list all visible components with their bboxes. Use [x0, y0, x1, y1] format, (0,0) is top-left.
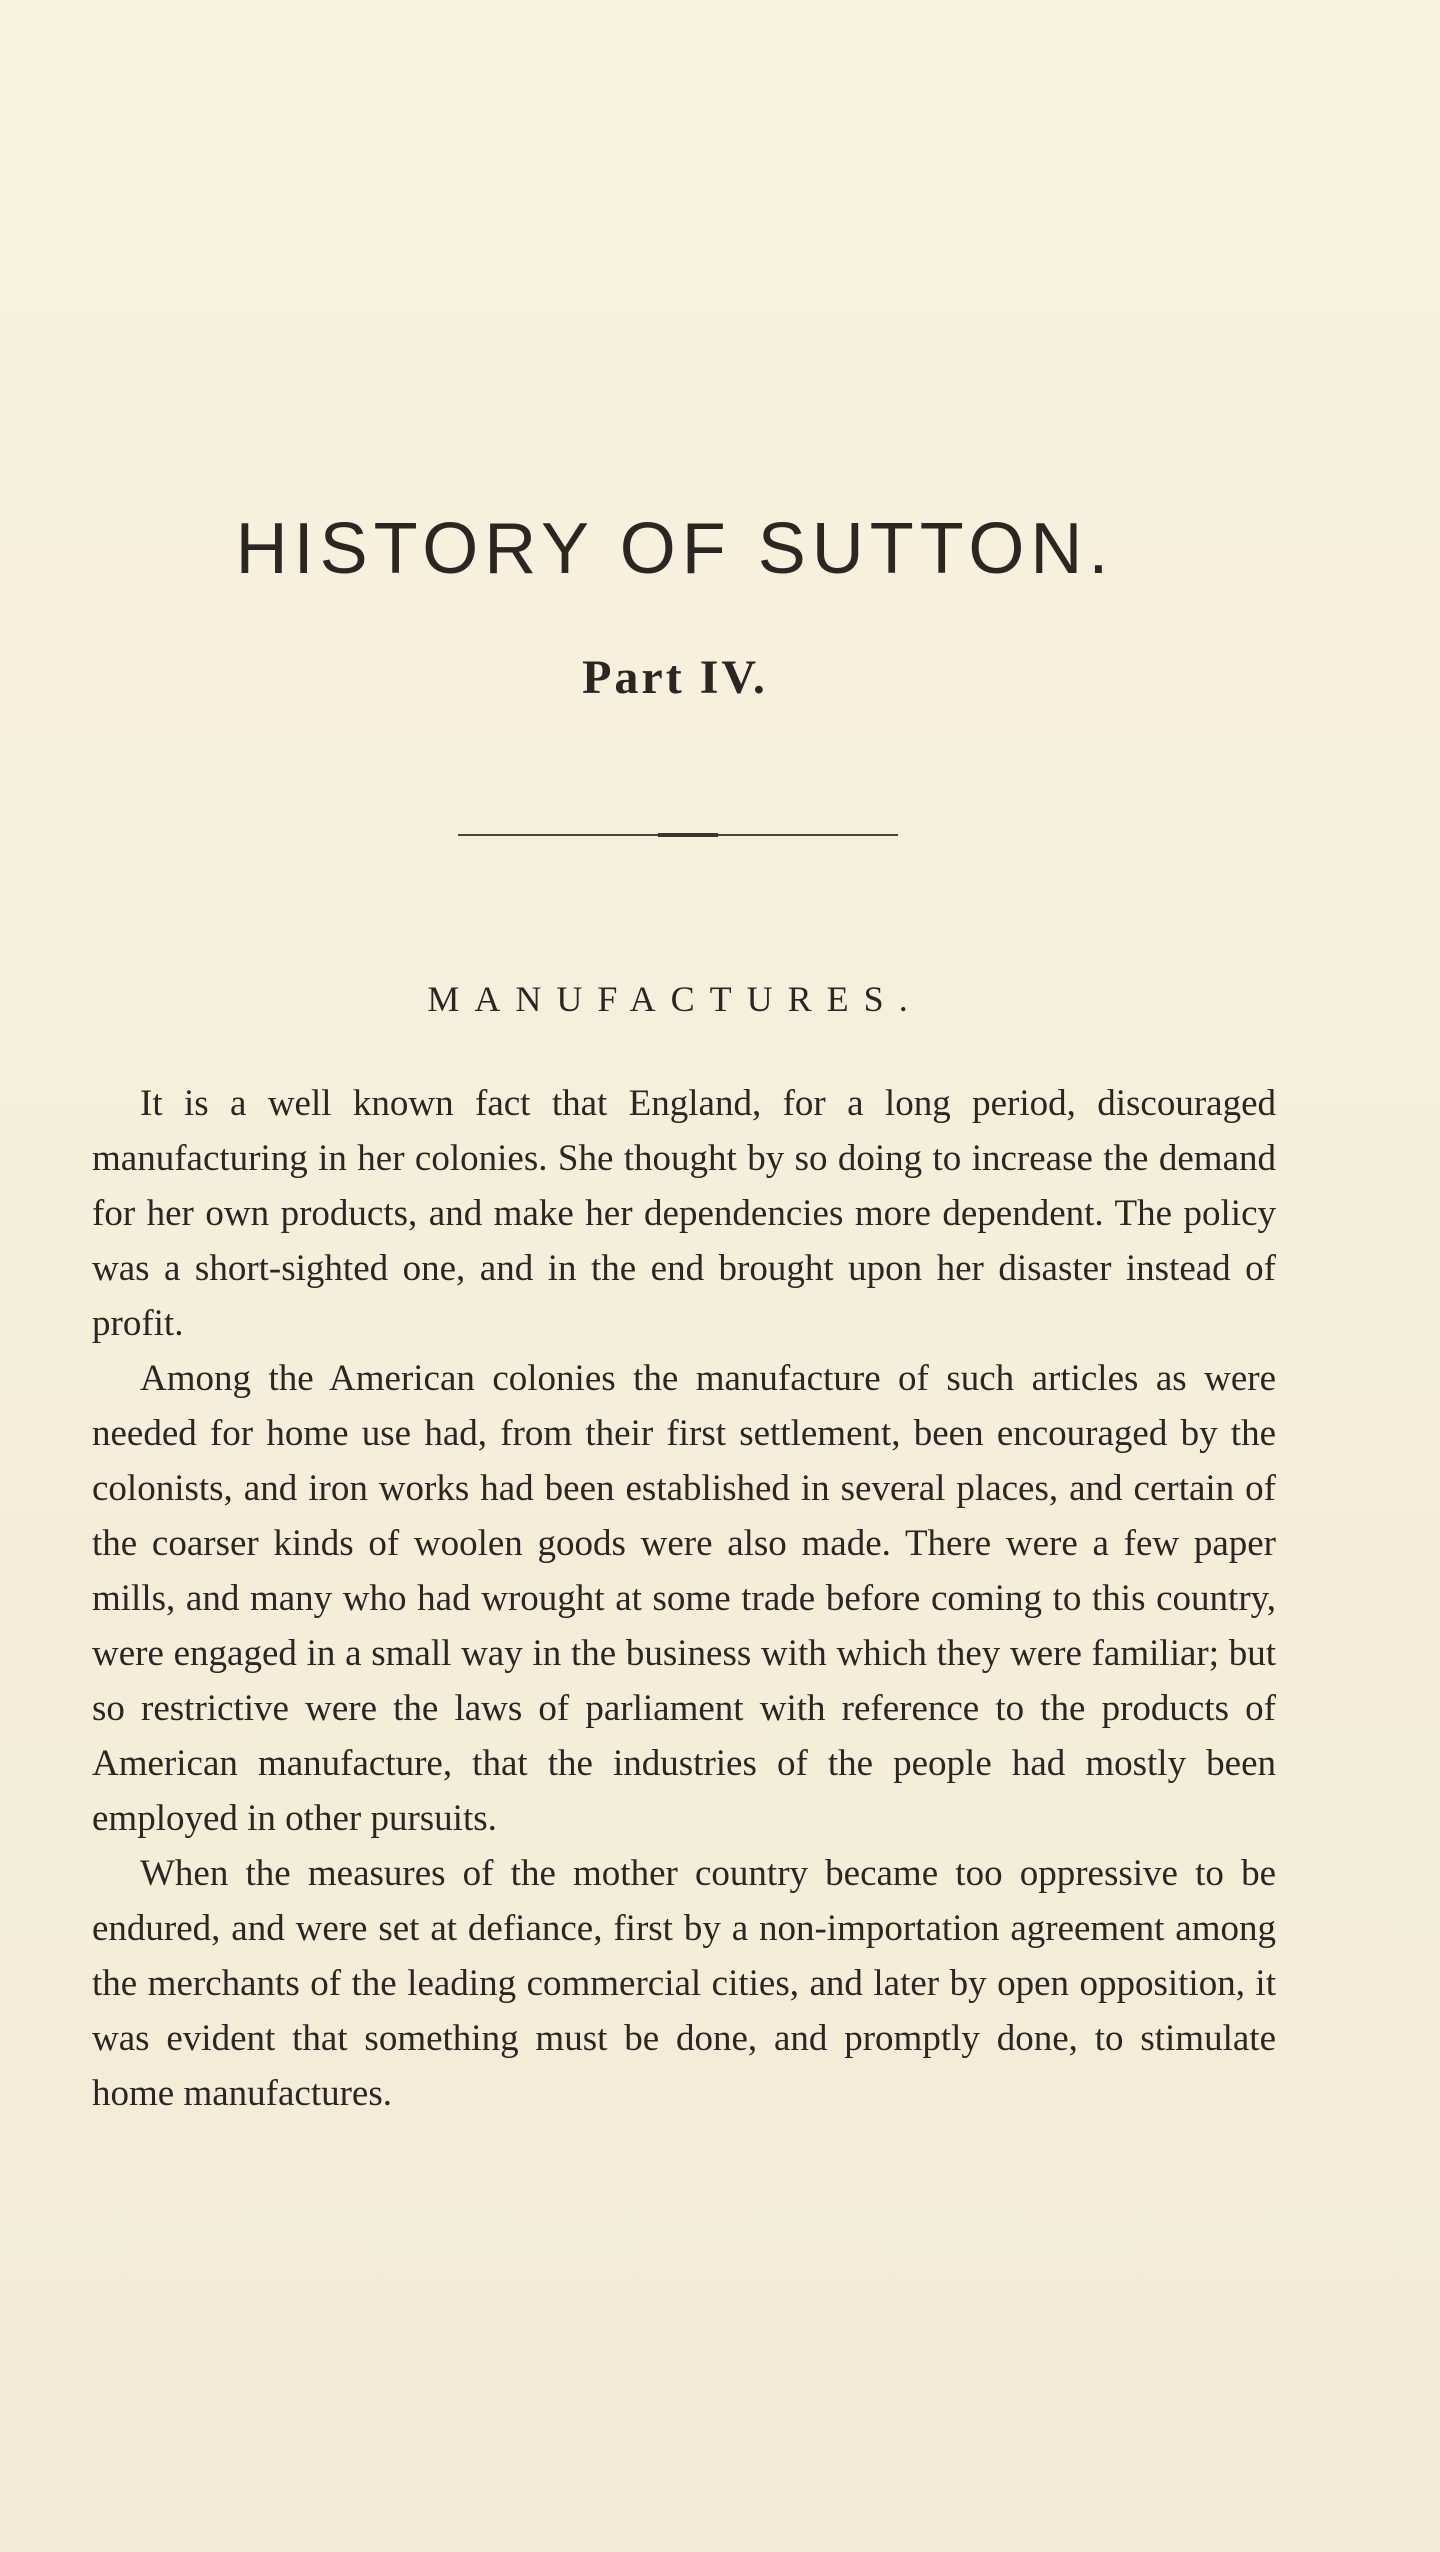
section-heading: MANUFACTURES. [427, 979, 923, 1019]
part-heading: Part IV. [582, 651, 768, 704]
paragraph: Among the American colonies the manufacture of such articles as were needed for home use had, from their first settlement, been encouraged by the colonists, and iron works had been established in several places, and certain of the coarser kinds of woolen goods were also made. There were a few paper mills, and many who had wrought at some trade before coming to this country, were engaged in a small way in the business with which they were familiar; but so restrictive were the laws of parliament with reference to the products of American manufacture, that the industries of the people had mostly been employed in other pursuits. [92, 1358, 1276, 1839]
body-text [92, 1076, 1276, 2121]
page-title: HISTORY OF SUTTON. [235, 509, 1115, 589]
ornamental-rule [458, 834, 898, 836]
paragraph: When the measures of the mother country became too oppressive to be endured, and were set at defiance, first by a non-importation agreement among the merchants of the leading commercial cities, and later by open opposition, it was evident that something must be done, and promptly done, to stimulate home manufactures. [92, 1853, 1276, 2114]
paragraph: It is a well known fact that England, for a long period, discouraged manufacturing in her colonies. She thought by so doing to increase the demand for her own products, and make her dependencies more dependent. The policy was a short-sighted one, and in the end brought upon her disaster instead of profit. [92, 1083, 1276, 1344]
